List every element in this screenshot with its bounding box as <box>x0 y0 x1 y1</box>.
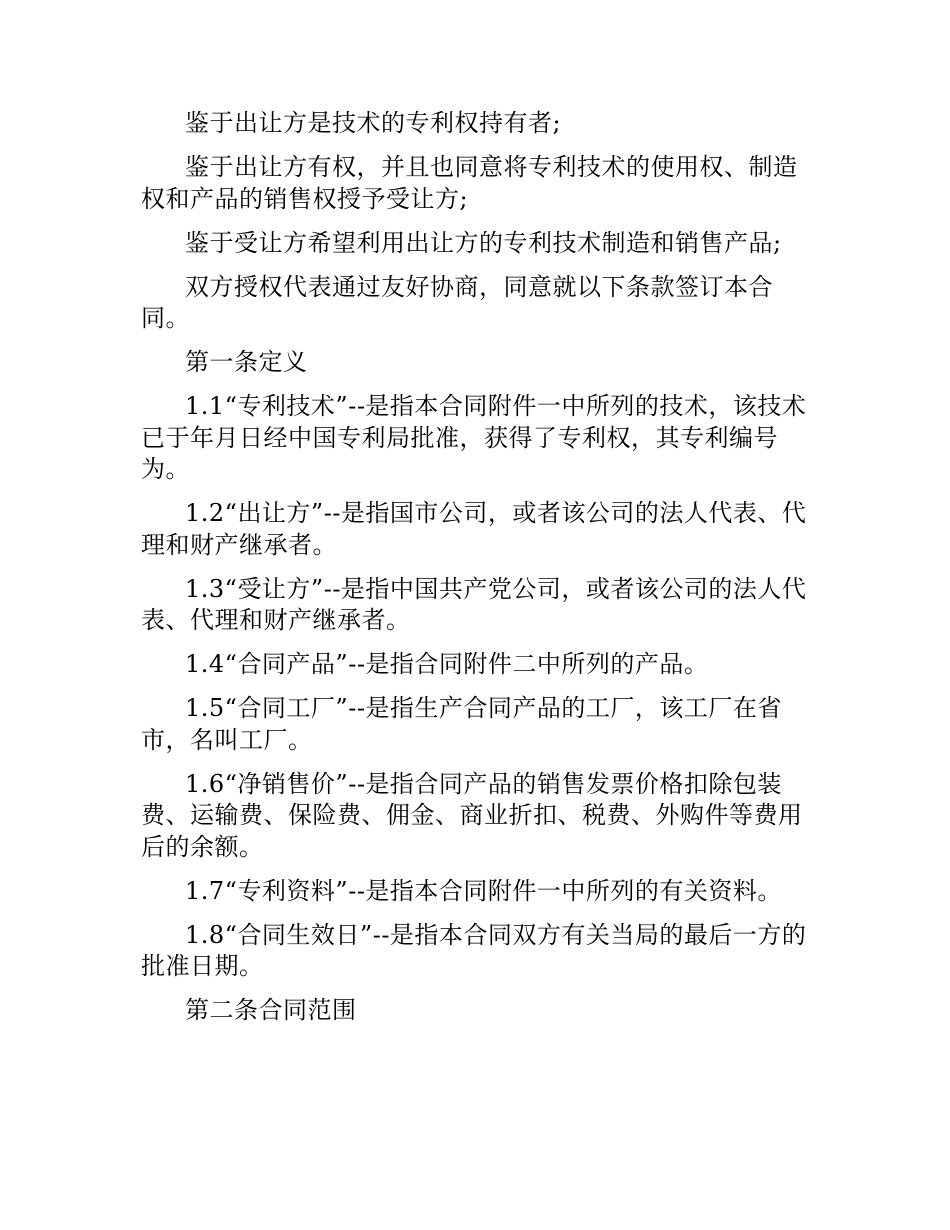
section-heading-1: 第一条定义 <box>185 348 308 376</box>
paragraph-recital-2: 鉴于出让方有权，并且也同意将专利技术的使用权、制造权和产品的销售权授予受让方; <box>141 153 798 213</box>
definition-1-1: 1.1“专利技术”--是指本合同附件一中所列的技术，该技术已于年月日经中国专利局批准，获得了专利权，其专利编号为。 <box>141 392 807 483</box>
definition-1-4: 1.4“合同产品”--是指合同附件二中所列的产品。 <box>185 650 709 678</box>
paragraph-recital-3: 鉴于受让方希望利用出让方的专利技术制造和销售产品; <box>185 228 782 257</box>
definition-1-6: 1.6“净销售价”--是指合同产品的销售发票价格扣除包装费、运输费、保险费、佣金、商业折扣、税费、外购件等费用后的余额。 <box>141 769 803 861</box>
section-heading-2: 第二条合同范围 <box>185 996 357 1024</box>
definition-1-3: 1.3“受让方”--是指中国共产党公司，或者该公司的法人代表、代理和财产继承者。 <box>141 574 807 634</box>
paragraph-recital-1: 鉴于出让方是技术的专利权持有者; <box>185 109 562 137</box>
document-body <box>141 108 821 1039</box>
definition-1-5: 1.5“合同工厂”--是指生产合同产品的工厂，该工厂在省市，名叫工厂。 <box>141 694 782 754</box>
definition-1-2: 1.2“出让方”--是指国市公司，或者该公司的法人代表、代理和财产继承者。 <box>141 499 807 559</box>
paragraph-recital-4: 双方授权代表通过友好协商，同意就以下条款签订本合同。 <box>141 272 773 332</box>
definition-1-8: 1.8“合同生效日”--是指本合同双方有关当局的最后一方的批准日期。 <box>141 920 807 980</box>
definition-1-7: 1.7“专利资料”--是指本合同附件一中所列的有关资料。 <box>185 876 782 905</box>
